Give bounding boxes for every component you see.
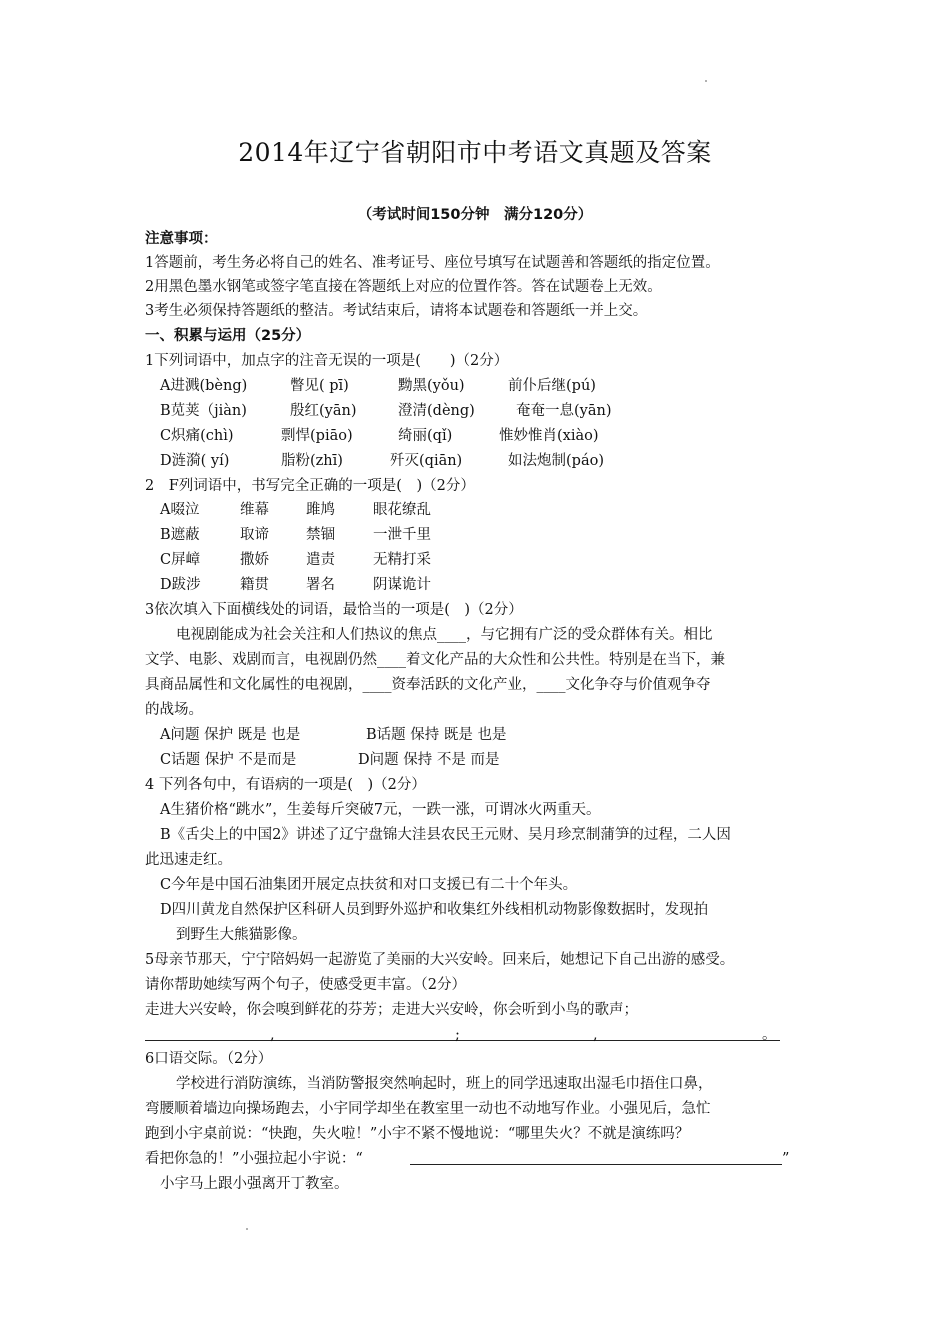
option-item: 如法炮制(páo) xyxy=(508,453,604,469)
answer-blank-line[interactable] xyxy=(410,1164,782,1165)
question-stem: 4 下列各句中，有语病的一项是( )（2分） xyxy=(145,777,426,793)
option-item: C话题 保护 不是而是 xyxy=(160,752,297,768)
option-item: B话题 保持 既是 也是 xyxy=(366,727,507,743)
section-heading: 一、积累与运用（25分） xyxy=(145,328,311,344)
option-item: 殷红(yān) xyxy=(290,403,357,419)
scan-dot xyxy=(246,1228,248,1230)
option-item: 署名 xyxy=(306,577,335,593)
sentence-line: C今年是中国石油集团开展定点扶贫和对口支援已有二十个年头。 xyxy=(160,877,578,893)
sentence-line: 此迅速走红。 xyxy=(145,852,232,868)
answer-blank-line[interactable] xyxy=(145,1040,780,1041)
passage-line: 看把你急的！”小强拉起小宇说：“ xyxy=(145,1151,363,1167)
option-item: 黝黑(yǒu) xyxy=(398,378,465,394)
option-item: 歼灭(qiān) xyxy=(390,453,463,469)
passage-line: 弯腰顺着墙边向操场跑去，小宇同学却坐在教室里一动也不动地写作业。小强见后，急忙 xyxy=(145,1101,711,1117)
option-item: 脂粉(zhī) xyxy=(281,453,343,469)
sentence-line: D四川黄龙自然保护区科研人员到野外巡护和收集红外线相机动物影像数据时，发现拍 xyxy=(160,902,709,918)
option-item: 澄清(dèng) xyxy=(398,403,475,419)
option-item: 剽悍(piāo) xyxy=(281,428,353,444)
option-item: 遣责 xyxy=(306,552,335,568)
question-stem: 2 F列词语中，书写完全正确的一项是( )（2分） xyxy=(145,478,475,494)
blank-punct: , xyxy=(593,1027,598,1043)
option-item: B遮蔽 xyxy=(160,527,200,543)
option-item: 阴谋诡计 xyxy=(373,577,431,593)
option-item: 籍贯 xyxy=(240,577,269,593)
option-item: D跋涉 xyxy=(160,577,201,593)
question-line: 走进大兴安岭，你会嗅到鲜花的芬芳；走进大兴安岭，你会听到小鸟的歌声； xyxy=(145,1002,638,1018)
option-item: A进溅(bèng) xyxy=(160,378,248,394)
option-item: 维幕 xyxy=(240,502,269,518)
question-stem: 3依次填入下面横线处的词语，最恰当的一项是( )（2分） xyxy=(145,602,523,618)
option-item: 绮丽(qǐ) xyxy=(398,428,453,444)
sentence-line: A生猪价格“跳水”，生姜每斤突破7元，一跌一涨，可谓冰火两重天。 xyxy=(160,802,601,818)
exam-info: （考试时间150分钟 满分120分） xyxy=(357,207,593,223)
sentence-line: B《舌尖上的中国2》讲述了辽宁盘锦大洼县农民王元财、吴月珍烹制蒲笋的过程，二人因 xyxy=(160,827,731,843)
option-item: D问题 保持 不是 而是 xyxy=(358,752,500,768)
option-item: 禁锢 xyxy=(306,527,335,543)
page-title: 2014年辽宁省朝阳市中考语文真题及答案 xyxy=(238,138,712,167)
question-line: 请你帮助她续写两个句子，使感受更丰富。（2分） xyxy=(145,977,466,993)
option-item: 一泄千里 xyxy=(373,527,431,543)
note-item: 2用黑色墨水钢笔或签字笔直接在答题纸上对应的位置作答。答在试题卷上无效。 xyxy=(145,279,662,295)
option-item: 取谛 xyxy=(240,527,269,543)
option-item: 瞥见( pī) xyxy=(290,378,349,394)
passage-line: 具商品属性和文化属性的电视剧，____资奉活跃的文化产业，____文化争夺与价值观争夺 xyxy=(145,677,711,693)
passage-line: 学校进行消防演练，当消防警报突然响起时，班上的同学迅速取出湿毛巾捂住口鼻， xyxy=(176,1076,713,1092)
sentence-line: 到野生大熊猫影像。 xyxy=(176,927,307,943)
option-item: A问题 保护 既是 也是 xyxy=(160,727,301,743)
note-item: 1答题前，考生务必将自己的姓名、准考证号、座位号填写在试题善和答题纸的指定位置。 xyxy=(145,255,720,271)
passage-line: 文学、电影、戏剧而言，电视剧仍然____着文化产品的大众性和公共性。特别是在当下，兼 xyxy=(145,652,725,668)
option-item: 奄奄一息(yān) xyxy=(516,403,612,419)
option-item: 雎鸠 xyxy=(306,502,335,518)
blank-punct: , xyxy=(270,1027,275,1043)
question-stem: 1下列词语中，加点字的注音无误的一项是( )（2分） xyxy=(145,353,509,369)
note-item: 3考生必须保持答题纸的整洁。考试结束后，请将本试题卷和答题纸一并上交。 xyxy=(145,303,648,319)
option-item: 前仆后继(pú) xyxy=(508,378,596,394)
question-stem: 6口语交际。（2分） xyxy=(145,1051,273,1067)
scan-dot xyxy=(705,80,707,82)
passage-line: 的战场。 xyxy=(145,702,203,718)
question-stem: 5母亲节那天，宁宁陪妈妈一起游览了美丽的大兴安岭。回来后，她想记下自己出游的感受。 xyxy=(145,952,735,968)
passage-line: 小宇马上跟小强离开丁教室。 xyxy=(160,1176,349,1192)
passage-line: 跑到小宇桌前说：“快跑，失火啦！”小宇不紧不慢地说：“哪里失火？不就是演练吗？ xyxy=(145,1126,690,1142)
notes-heading: 注意事项： xyxy=(145,231,218,247)
option-item: B苋荚（jiàn) xyxy=(160,403,247,419)
option-item: 惟妙惟肖(xiào) xyxy=(499,428,599,444)
blank-punct: 。 xyxy=(762,1027,777,1043)
blank-punct: ; xyxy=(455,1027,460,1043)
option-item: 无精打采 xyxy=(373,552,431,568)
option-item: 撒娇 xyxy=(240,552,269,568)
option-item: 眼花缭乱 xyxy=(373,502,431,518)
passage-line: 电视剧能成为社会关注和人们热议的焦点____，与它拥有广泛的受众群体有关。相比 xyxy=(176,627,713,643)
option-item: D涟漪( yí) xyxy=(160,453,230,469)
option-item: C屏嶂 xyxy=(160,552,201,568)
close-quote: ” xyxy=(782,1151,790,1167)
option-item: C炽痛(chì) xyxy=(160,428,234,444)
option-item: A啜泣 xyxy=(160,502,200,518)
